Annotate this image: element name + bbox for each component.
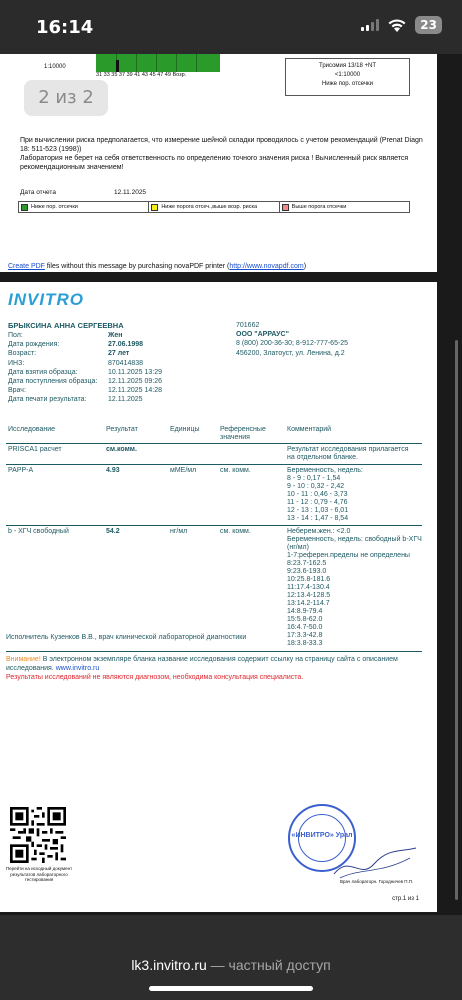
- status-icons: [361, 16, 442, 34]
- status-time: 16:14: [36, 17, 94, 38]
- legend-item: Выше порога отсечки: [280, 202, 409, 212]
- legend-swatch-yellow: [151, 204, 158, 211]
- graph-left-label: 1:10000: [44, 64, 66, 70]
- invitro-site-link[interactable]: www.invitro.ru: [55, 665, 100, 672]
- risk-disclaimer: При вычислении риска предполагается, что измерение шейной складки проводилось с учетом рекомендаций (Prenat Diagn 18: 511-523 (1998)) Лаборатория не берет на себя ответственность по определению точного значения риска ! Вычисленный риск является рекомендационным значением!: [20, 137, 423, 171]
- lab-stamp: «ИНВИТРО» Урал: [288, 804, 356, 872]
- table-row: b - ХГЧ свободный 54.2 нг/мл см. комм. Неберем.жен.: <2.0 Беременность, недель: свободный b-ХГЧ (нг/мл) 1-7:референ.пределы не определены 8:23.7-162.5 9:23.6-193.0 10:25.8-181.6 11:17.4-130.4 12:13.4-128.5 13:14.2-114.7 14:8.9-79.4 15:5.8-62.0 16:4.7-50.0 17:3.3-42.8 18:3.8-33.3: [8, 528, 422, 647]
- disclaimer: Результаты исследований не являются диагнозом, необходима консультация специалиста.: [6, 674, 304, 681]
- risk-legend: [18, 201, 410, 213]
- status-bar: [0, 0, 462, 54]
- home-indicator[interactable]: [149, 986, 313, 991]
- battery-icon: 23: [415, 16, 442, 34]
- report-page-invitro: [0, 282, 437, 912]
- warning-block: Внимание! В электронном экземпляре бланка название исследования содержит ссылку на страницу сайта с описанием исследования. www.invitro.ru Результаты исследований не являются диагнозом, необходима консультация специалиста.: [6, 655, 422, 682]
- lab-info: 701662 ООО "АРРАУС" 8 (800) 200-36-30; 8-912-777-65-25 456200, Златоуст, ул. Ленина, д.2: [236, 322, 349, 357]
- graph-green-zone: [96, 54, 220, 72]
- address-bar[interactable]: lk3.invitro.ru — частный доступ: [131, 957, 331, 973]
- graph-marker: [116, 60, 119, 72]
- browser-bottom-bar: [0, 915, 462, 1000]
- page-number: стр.1 из 1: [392, 896, 419, 902]
- legend-swatch-green: [21, 204, 28, 211]
- patient-info: Пол: Жен Дата рождения: 27.06.1998 Возраст: 27 лет ИНЗ: 870414838 Дата взятия образца: 10.11.2025 13:29 Дата поступления образца: 12.11.2025 09:26 Врач: 12.11.2025 14:28 Дата печати результата: 12.11.2025: [8, 332, 162, 404]
- trisomy-note: Ниже пор. отсечки: [321, 81, 374, 87]
- risk-graph: [20, 54, 200, 80]
- trisomy-title: Трисомия 13/18 +NT: [319, 63, 376, 69]
- create-pdf-link[interactable]: Create PDF: [8, 263, 45, 270]
- table-row: PAPP-A 4.93 мМЕ/мл см. комм. Беременность, недель: 8 - 9 : 0,17 - 1,54 9 - 10 : 0,32 - 2,42 10 - 11 : 0,46 - 3,73 11 - 12 : 0,79 - 4,76 12 - 13 : 1,03 - 6,01 13 - 14 : 1,47 - 8,54: [6, 465, 422, 526]
- legend-swatch-red: [282, 204, 289, 211]
- qr-code[interactable]: [10, 807, 66, 863]
- table-row: PRISCA1 расчет см.комм. Результат исследования прилагается на отдельном бланке.: [6, 444, 422, 465]
- signature-caption: Врач лабораторн. Городничев П.П.: [340, 879, 414, 884]
- graph-scale: 31 33 35 37 39 41 43 45 47 49 Возр.: [96, 72, 187, 78]
- legend-item: Ниже пор. отсечки: [19, 202, 149, 212]
- scrollbar[interactable]: [455, 340, 458, 900]
- cellular-signal-icon: [361, 19, 379, 31]
- table-header: Исследование Результат Единицы Референсные значения Комментарий: [6, 426, 422, 444]
- qr-caption: Перейти на исходный документ результатов лабораторного тестирования: [5, 866, 73, 882]
- legend-item: Ниже порога отсеч.,выше возр. риска: [149, 202, 279, 212]
- patient-name: БРЫКСИНА АННА СЕРГЕЕВНА: [8, 321, 124, 330]
- doctor-signature: [330, 844, 420, 884]
- pdf-footer: Create PDF files without this message by purchasing novaPDF printer (http://www.novapdf.com): [8, 263, 307, 270]
- results-table: [6, 426, 422, 650]
- trisomy-value: <1:10000: [334, 72, 361, 78]
- invitro-logo: INVITRO: [8, 290, 84, 309]
- executor-line: Исполнитель Кузенков В.В., врач клинической лабораторной диагностики: [6, 634, 422, 652]
- report-date: Дата отчета 12.11.2025: [20, 189, 147, 196]
- warning-label: Внимание!: [6, 656, 41, 663]
- trisomy-box: [285, 58, 410, 96]
- wifi-icon: [387, 17, 407, 33]
- page-indicator: 2 из 2: [24, 80, 108, 116]
- novapdf-link[interactable]: http://www.novapdf.com: [229, 263, 304, 270]
